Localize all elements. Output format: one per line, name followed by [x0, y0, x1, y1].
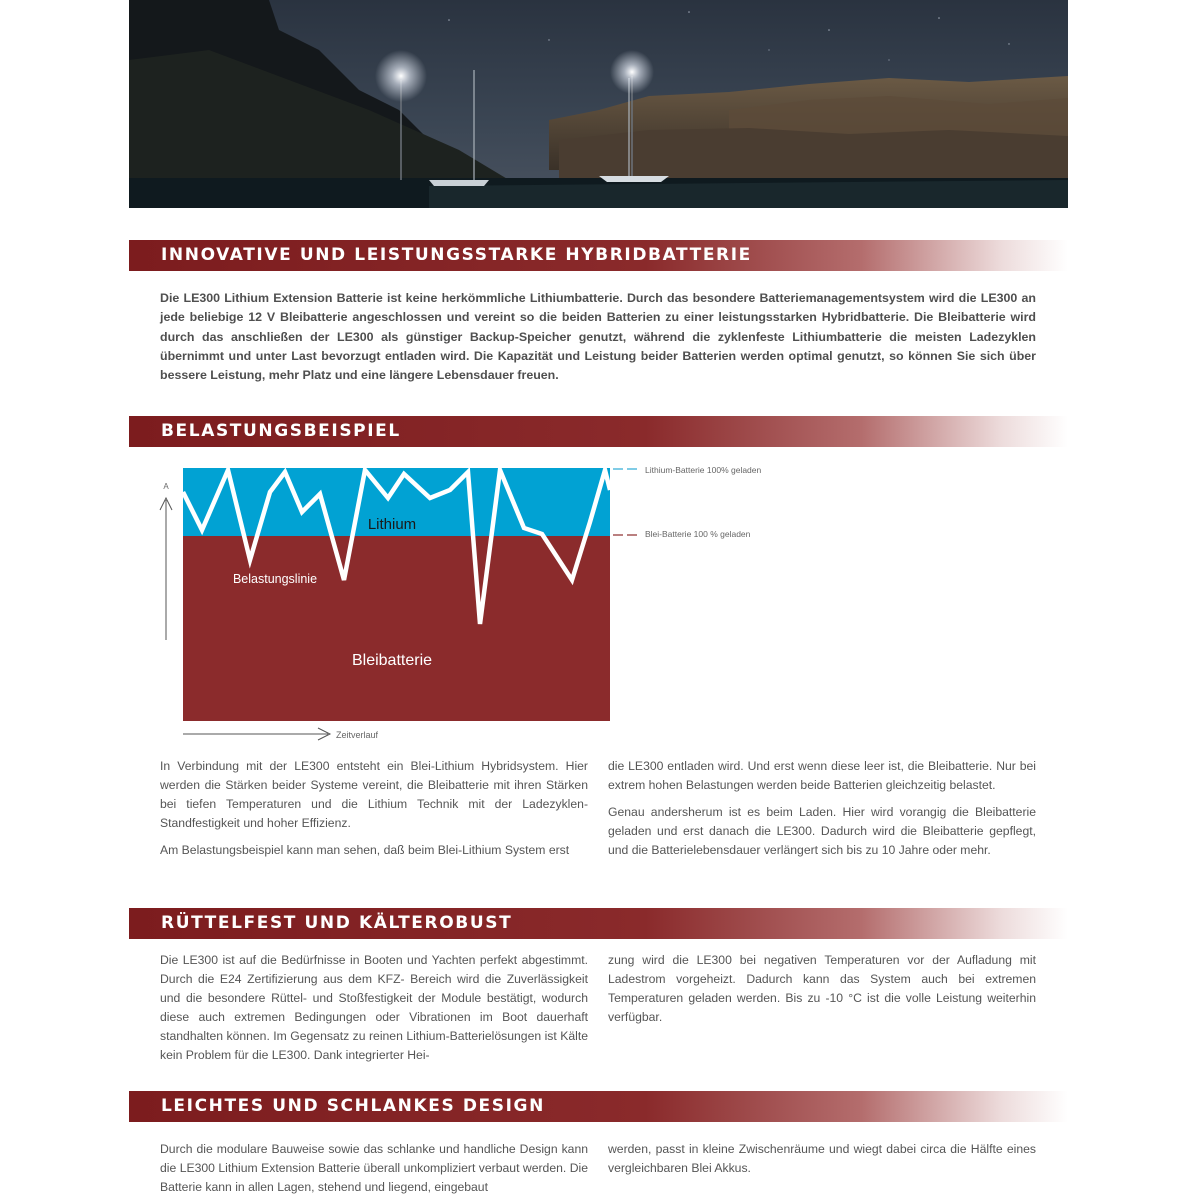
section-title: BELASTUNGSBEISPIEL — [161, 421, 401, 441]
lithium-label: Lithium — [367, 516, 417, 533]
design-left-column — [160, 1140, 588, 1196]
ruettelfest-left-column — [160, 951, 588, 1073]
x-axis-label: Zeitverlauf — [336, 730, 379, 740]
section-title: RÜTTELFEST UND KÄLTEROBUST — [161, 913, 513, 933]
paragraph: die LE300 entladen wird. Und erst wenn diese leer ist, die Bleibatterie. Nur bei extrem hohen Belastungen werden beide Batterien gleichzeitig belastet. — [608, 759, 1036, 792]
belastung-left-column — [160, 757, 588, 868]
section-header-design — [129, 1091, 1068, 1122]
section-header-hybridbatterie — [129, 240, 1068, 271]
paragraph: Am Belastungsbeispiel kann man sehen, daß beim Blei-Lithium System erst — [160, 843, 570, 857]
section-header-ruettelfest — [129, 908, 1068, 939]
legend-lithium: Lithium-Batterie 100% geladen — [645, 465, 762, 475]
y-axis-label: A — [163, 482, 169, 491]
intro-paragraph: Die LE300 Lithium Extension Batterie ist keine herkömmliche Lithiumbatterie. Durch das besondere Batteriemanagementsystem wird die LE300 an jede beliebige 12 V Bleibatterie angeschlossen und vereint so die beiden Batterien zu einer leistungsstarken Hybridbatterie. Die Bleibatterie wird durch das anschließen der LE300 als günstiger Backup-Speicher genutzt, während die zyklenfeste Lithiumbatterie die meisten Ladezyklen übernimmt und unter Last bevorzugt entladen wird. Die Kapazität und Leistung beider Batterien werden optimal genutzt, so können Sie sich über bessere Leistung, mehr Platz und eine längere Lebensdauer freuen. — [160, 291, 1036, 383]
section-header-belastungsbeispiel — [129, 416, 1068, 447]
paragraph: Durch die modulare Bauweise sowie das schlanke und handliche Design kann die LE300 Lithium Extension Batterie überall unkompliziert verbaut werden. Die Batterie kann in allen Lagen, stehend und liegend, eingebaut — [160, 1142, 588, 1194]
section-title: LEICHTES UND SCHLANKES DESIGN — [161, 1096, 545, 1116]
belastung-right-column — [608, 757, 1036, 868]
paragraph: In Verbindung mit der LE300 entsteht ein Blei-Lithium Hybridsystem. Hier werden die Stärken beider Systeme vereint, die Bleibatterie mit ihren Stärken bei tiefen Temperaturen und die Lithium Technik mit der Ladezyklen-Standfestigkeit und hoher Effizienz. — [160, 759, 588, 830]
lead-label: Bleibatterie — [351, 652, 433, 669]
paragraph: Genau andersherum ist es beim Laden. Hier wird vorangig die Bleibatterie geladen und erst danach die LE300. Dadurch wird die Bleibatterie gepflegt, und die Batterielebensdauer verlängert sich bis zu 10 Jahre oder mehr. — [608, 805, 1036, 857]
ruettelfest-right-column — [608, 951, 1036, 1035]
legend-lead: Blei-Batterie 100 % geladen — [645, 529, 751, 539]
design-right-column — [608, 1140, 1036, 1186]
hero-image — [129, 0, 1068, 208]
paragraph: werden, passt in kleine Zwischenräume und wiegt dabei circa die Hälfte eines vergleichbaren Blei Akkus. — [608, 1142, 1036, 1175]
load-line-label: Belastungslinie — [232, 572, 318, 586]
section-title: INNOVATIVE UND LEISTUNGSSTARKE HYBRIDBATTERIE — [161, 245, 752, 265]
paragraph: zung wird die LE300 bei negativen Temperaturen vor der Aufladung mit Ladestrom vorgeheizt. Dadurch kann das System auch bei extremen Temperaturen geladen werden. Bis zu -10 °C ist die volle Leistung weiterhin verfügbar. — [608, 953, 1036, 1024]
load-example-chart — [150, 460, 790, 750]
paragraph: Die LE300 ist auf die Bedürfnisse in Booten und Yachten perfekt abgestimmt. Durch die E24 Zertifizierung aus dem KFZ- Bereich wird die Zuverlässigkeit und die besondere Rüttel- und Stoßfestigkeit der Module bestätigt, wodurch diese auch extremen Bedingungen oder Vibrationen im Boot dauerhaft standhalten können. Im Gegensatz zu reinen Lithium-Batterielösungen ist Kälte kein Problem für die LE300. Dank integrierter Hei- — [160, 953, 588, 1062]
